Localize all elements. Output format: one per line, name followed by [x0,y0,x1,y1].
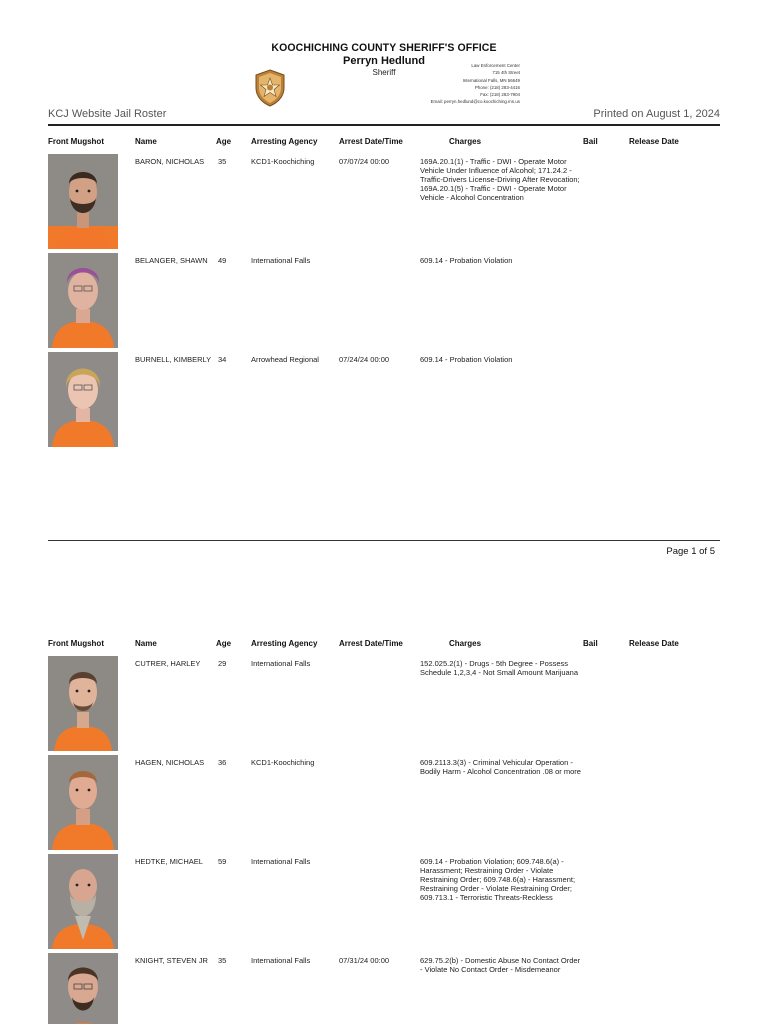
col-header-mugshot: Front Mugshot [48,639,104,648]
arrest-date: 07/07/24 00:00 [339,157,390,166]
table-row [48,755,720,851]
mugshot-image [48,854,118,949]
contact-line: Phone: (218) 283-4416 [474,84,520,90]
contact-line: International Falls, MN 56649 [462,77,520,83]
table-row [48,253,720,349]
contact-line: 715 4th Street [492,70,520,76]
mugshot-image [48,953,118,1024]
inmate-age: 36 [218,758,227,767]
inmate-name: CUTRER, HARLEY [135,659,201,668]
office-title: KOOCHICHING COUNTY SHERIFF'S OFFICE [271,41,497,55]
inmate-name: HAGEN, NICHOLAS [135,758,205,767]
col-header-charges: Charges [449,639,482,648]
col-header-name: Name [135,137,157,146]
charges: 609.14 - Probation Violation [420,355,513,364]
col-header-age: Age [216,137,232,146]
charges: 629.75.2(b) - Domestic Abuse No Contact Order - Violate No Contact Order - Misdemeanor [420,956,581,974]
col-header-bail: Bail [583,639,598,648]
inmate-name: KNIGHT, STEVEN JR [135,956,208,965]
charges: 169A.20.1(1) - Traffic - DWI - Operate Motor Vehicle Under Influence of Alcohol; 171.24.2 - Traffic-Drivers License-Driving After Revocation; 169A.20.1(5) - Traffic - DWI - Operate Motor Vehicle - Alcohol Concentration [420,157,580,202]
inmate-age: 29 [218,659,227,668]
inmate-age: 59 [218,857,227,866]
inmate-age: 35 [218,157,227,166]
table-row [48,352,720,448]
mugshot-image [48,154,118,249]
table-row [48,154,720,250]
arresting-agency: International Falls [251,256,311,265]
col-header-arrest-date: Arrest Date/Time [339,137,403,146]
arrest-date: 07/24/24 00:00 [339,355,390,364]
arresting-agency: KCD1-Koochiching [251,758,315,767]
inmate-name: BARON, NICHOLAS [135,157,205,166]
page-number: Page 1 of 5 [666,546,715,557]
arresting-agency: International Falls [251,857,311,866]
inmate-name: HEDTKE, MICHAEL [135,857,203,866]
arresting-agency: KCD1-Koochiching [251,157,315,166]
charges: 609.2113.3(3) - Criminal Vehicular Operation - Bodily Harm - Alcohol Concentration .08 or more [420,758,581,776]
contact-line: Law Enforcement Center [471,63,520,68]
inmate-age: 49 [218,256,227,265]
contact-line: Fax: (218) 283-7904 [480,92,520,98]
table-row [48,854,720,950]
charges: 609.14 - Probation Violation [420,256,513,265]
col-header-release-date: Release Date [629,137,679,146]
col-header-release-date: Release Date [629,639,679,648]
inmate-name: BURNELL, KIMBERLY [135,355,212,364]
sheriff-role: Sheriff [372,68,396,77]
printed-date: Printed on August 1, 2024 [593,108,720,120]
arresting-agency: International Falls [251,659,311,668]
col-header-bail: Bail [583,137,598,146]
charges: 609.14 - Probation Violation; 609.748.6(a) - Harassment; Restraining Order - Violate Restraining Order; 609.748.6(a) - Harassment; Restraining Order - Violate Restraining Order; 609.713.1 - Terroristic Threats-Reckless [420,857,576,902]
col-header-name: Name [135,639,157,648]
col-header-charges: Charges [449,137,482,146]
mugshot-image [48,656,118,751]
sheriff-name: Perryn Hedlund [343,55,425,67]
inmate-age: 34 [218,355,227,364]
footer-divider [48,540,720,541]
mugshot-image [48,352,118,447]
charges: 152.025.2(1) - Drugs - 5th Degree - Possess Schedule 1,2,3,4 - Not Small Amount Marijuana [420,659,579,677]
col-header-mugshot: Front Mugshot [48,137,104,146]
inmate-age: 35 [218,956,227,965]
arrest-date: 07/31/24 00:00 [339,956,390,965]
col-header-arrest-date: Arrest Date/Time [339,639,403,648]
sheriff-star-badge-icon [253,69,287,107]
table-row [48,656,720,752]
col-header-age: Age [216,639,232,648]
table-row [48,953,720,1024]
arresting-agency: Arrowhead Regional [251,355,319,364]
inmate-name: BELANGER, SHAWN [135,256,208,265]
col-header-agency: Arresting Agency [251,137,318,146]
header-divider [48,124,720,126]
roster-title: KCJ Website Jail Roster [48,108,167,120]
arresting-agency: International Falls [251,956,311,965]
mugshot-image [48,755,118,850]
contact-email[interactable]: Email: perryn.hedlund@co.koochiching.mn.us [430,99,520,105]
mugshot-image [48,253,118,348]
col-header-agency: Arresting Agency [251,639,318,648]
contact-block [420,62,520,106]
